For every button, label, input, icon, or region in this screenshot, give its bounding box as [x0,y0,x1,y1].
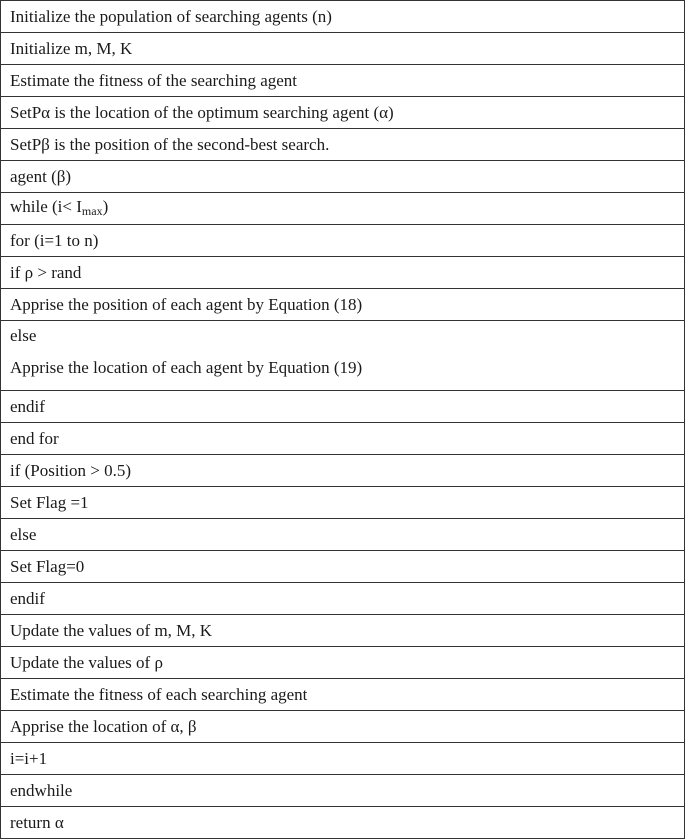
table-row [1,289,685,321]
step-cell-multiline [1,321,685,391]
step-line: Apprise the location of each agent by Equation (19) [10,358,363,377]
table-row [1,551,685,583]
step-cell: Estimate the fitness of the searching agent [1,65,685,97]
step-cell: for (i=1 to n) [1,225,685,257]
table-row [1,647,685,679]
table-row [1,487,685,519]
step-cell: Apprise the position of each agent by Equation (18) [1,289,685,321]
table-row [1,391,685,423]
step-cell: Initialize the population of searching agents (n) [1,1,685,33]
table-row [1,775,685,807]
max-subscript: max [81,203,103,218]
table-row [1,97,685,129]
table-row [1,129,685,161]
table-row [1,583,685,615]
step-cell: SetPβ is the position of the second-best search. [1,129,685,161]
table-row [1,33,685,65]
table-row [1,423,685,455]
while-close-paren: ) [102,196,109,216]
step-cell: endwhile [1,775,685,807]
step-cell: else [1,519,685,551]
step-cell [1,193,685,225]
while-condition-text: while (i< I [10,196,82,216]
step-cell: Initialize m, M, K [1,33,685,65]
step-cell: agent (β) [1,161,685,193]
table-row [1,807,685,839]
step-cell: endif [1,583,685,615]
step-cell: Apprise the location of α, β [1,711,685,743]
table-row [1,225,685,257]
step-line: else [10,326,37,345]
table-row [1,743,685,775]
step-cell: endif [1,391,685,423]
table-row [1,1,685,33]
step-cell: Set Flag=0 [1,551,685,583]
step-cell: if ρ > rand [1,257,685,289]
table-row [1,65,685,97]
step-cell: i=i+1 [1,743,685,775]
table-row [1,615,685,647]
table-row [1,321,685,391]
step-cell: Update the values of ρ [1,647,685,679]
step-cell: SetPα is the location of the optimum searching agent (α) [1,97,685,129]
table-row [1,257,685,289]
table-row [1,161,685,193]
step-cell: Update the values of m, M, K [1,615,685,647]
step-cell: if (Position > 0.5) [1,455,685,487]
step-cell: Set Flag =1 [1,487,685,519]
step-cell: Estimate the fitness of each searching agent [1,679,685,711]
table-row [1,193,685,225]
table-row [1,679,685,711]
step-cell: return α [1,807,685,839]
table-row [1,455,685,487]
table-row [1,711,685,743]
step-cell: end for [1,423,685,455]
table-row [1,519,685,551]
